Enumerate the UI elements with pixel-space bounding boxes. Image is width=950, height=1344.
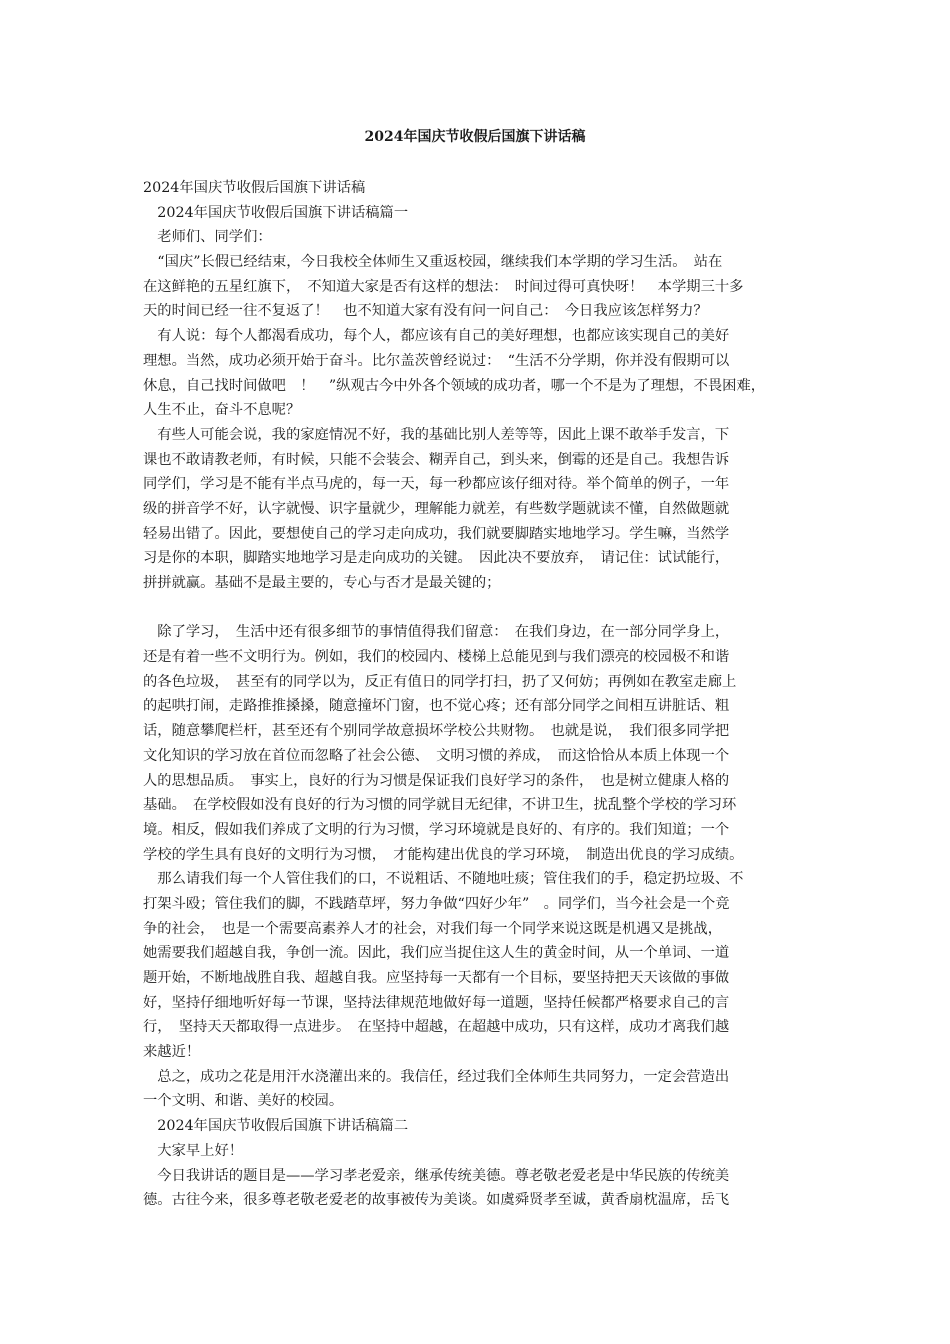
text-line: 课也不敢请教老师，有时候，只能不会装会、糊弄自己，到头来，倒霉的还是自己。我想告诉 [143,451,730,468]
text-line: 话，随意攀爬栏杆，甚至还有个别同学故意损坏学校公共财物。 也就是说， 我们很多同学把 [143,723,730,740]
text-line: 好，坚持仔细地听好每一节课，坚持法律规范地做好每一道题，坚持任候都严格要求自己的言 [143,994,730,1011]
text-line: 来越近！ [143,1044,201,1061]
text-line: 今日我讲话的题目是——学习孝老爱亲，继承传统美德。尊老敬老爱老是中华民族的传统美 [143,1167,730,1184]
text-line: 基础。 在学校假如没有良好的行为习惯的同学就目无纪律，不讲卫生，扰乱整个学校的学习环 [143,797,737,814]
text-line: 2024年国庆节收假后国旗下讲话稿 [143,180,366,196]
text-line: 拼拼就赢。基础不是最主要的，专心与否才是最关键的； [143,575,501,591]
text-line: 除了学习， 生活中还有很多细节的事情值得我们留意： 在我们身边，在一部分同学身上， [143,624,730,641]
text-line: 那么请我们每一个人管住我们的口，不说粗话、不随地吐痰；管住我们的手，稳定扔垃圾、不 [143,871,744,888]
text-line: 题开始，不断地战胜自我、超越自我。应坚持每一天都有一个目标，要坚持把天天该做的事做 [143,970,730,986]
text-line: 的各色垃圾， 甚至有的同学以为，反正有值日的同学打扫，扔了又何妨；再例如在教室走廊上 [143,673,737,690]
text-line: 天的时间已经一往不复返了！ 也不知道大家有没有问一问自己： 今日我应该怎样努力？ [143,303,708,320]
text-line: 打架斗殴；管住我们的脚，不践踏草坪，努力争做“四好少年” 。同学们，当今社会是一个竞 [143,895,730,912]
text-line: 行， 坚持天天都取得一点进步。 在坚持中超越，在超越中成功，只有这样，成功才离我们越 [143,1019,730,1036]
text-line: 轻易出错了。因此，要想使自己的学习走向成功，我们就要脚踏实地地学习。学生嘛，当然学 [143,525,730,542]
text-line: “国庆”长假已经结束，今日我校全体师生又重返校园，继续我们本学期的学习生活。 站在 [143,254,723,271]
text-line: 还是有着一些不文明行为。例如，我们的校园内、楼梯上总能见到与我们漂亮的校园极不和谐 [143,649,730,666]
text-line: 人生不止，奋斗不息呢？ [143,402,301,419]
text-line: 休息，自己找时间做吧 ！ ”纵观古今中外各个领域的成功者，哪一个不是为了理想，不畏困难， [143,377,766,394]
text-line: 的起哄打闹，走路推推搡搡，随意撞坏门窗，也不觉心疼；还有部分同学之间相互讲脏话、粗 [143,698,730,715]
text-line: 级的拼音学不好，认字就慢、识字量就少，理解能力就差，有些数学题就读不懂，自然做题就 [143,500,730,517]
text-line: 2024年国庆节收假后国旗下讲话稿篇一 [143,204,409,221]
text-line: 在这鲜艳的五星红旗下， 不知道大家是否有这样的想法： 时间过得可真快呀！ 本学期三十多 [143,278,744,295]
text-line: 老师们、同学们： [143,229,272,246]
text-line: 理想。当然，成功必须开始于奋斗。比尔盖茨曾经说过： “生活不分学期，你并没有假期可以 [143,352,730,369]
text-line: 有些人可能会说，我的家庭情况不好，我的基础比别人差等等，因此上课不敢举手发言，下 [143,426,730,443]
text-line: 境。相反，假如我们养成了文明的行为习惯，学习环境就是良好的、有序的。我们知道；一个 [143,821,730,838]
text-line: 总之，成功之花是用汗水浇灌出来的。我信任，经过我们全体师生共同努力，一定会营造出 [143,1068,730,1085]
page-title: 2024年国庆节收假后国旗下讲话稿 [364,129,586,145]
text-line: 有人说：每个人都渴看成功，每个人，都应该有自己的美好理想，也都应该实现自己的美好 [143,328,730,345]
text-line: 习是你的本职，脚踏实地地学习是走向成功的关键。 因此决不要放弃， 请记住：试试能行， [143,550,730,567]
document-body [143,176,815,1213]
blank-line [143,596,815,621]
text-line: 一个文明、和谐、美好的校园。 [143,1093,344,1110]
text-line: 大家早上好！ [143,1142,244,1159]
text-line: 学校的学生具有良好的文明行为习惯， 才能构建出优良的学习环境， 制造出优良的学习成绩。 [143,846,744,863]
text-line: 同学们，学习是不能有半点马虎的，每一天，每一秒都应该仔细对待。举个简单的例子，一年 [143,476,730,493]
text-line: 文化知识的学习放在首位而忽略了社会公德、 文明习惯的养成， 而这恰恰从本质上体现一个 [143,747,730,764]
text-line: 人的思想品质。 事实上，良好的行为习惯是保证我们良好学习的条件， 也是树立健康人格的 [143,772,730,789]
text-line: 争的社会， 也是一个需要高素养人才的社会，对我们每一个同学来说这既是机遇又是挑战， [143,920,723,937]
text-line: 德。古往今来，很多尊老敬老爱老的故事被传为美谈。如虞舜贤孝至诚，黄香扇枕温席，岳飞 [143,1192,730,1209]
text-line: 她需要我们超越自我，争创一流。因此，我们应当捉住这人生的黄金时间，从一个单词、一道 [143,945,730,962]
text-line: 2024年国庆节收假后国旗下讲话稿篇二 [143,1118,409,1135]
